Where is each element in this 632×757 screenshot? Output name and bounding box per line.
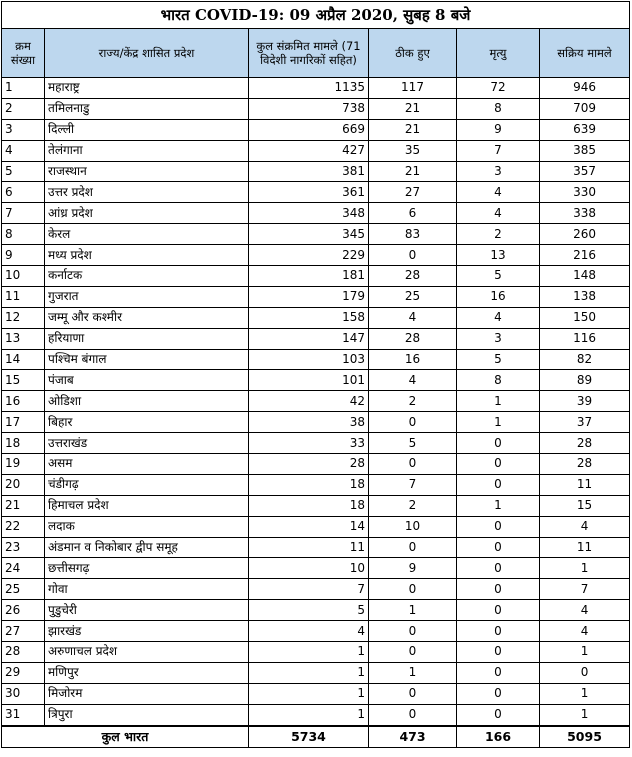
cell-state: पंजाब	[45, 370, 249, 391]
cell-sn: 12	[2, 307, 45, 328]
cell-active: 7	[540, 579, 630, 600]
cell-total: 18	[249, 474, 369, 495]
cell-cured: 0	[369, 245, 457, 266]
cell-cured: 21	[369, 161, 457, 182]
cell-state: कर्नाटक	[45, 266, 249, 287]
cell-deaths: 16	[457, 286, 540, 307]
table-row	[2, 349, 630, 370]
cell-sn: 21	[2, 495, 45, 516]
cell-total: 1	[249, 662, 369, 683]
cell-total: 18	[249, 495, 369, 516]
table-row	[2, 370, 630, 391]
table-row	[2, 140, 630, 161]
cell-state: पुडुचेरी	[45, 600, 249, 621]
cell-state: लदाक	[45, 516, 249, 537]
table-row	[2, 558, 630, 579]
cell-deaths: 0	[457, 454, 540, 475]
cell-state: आंध्र प्रदेश	[45, 203, 249, 224]
cell-sn: 14	[2, 349, 45, 370]
cell-cured: 25	[369, 286, 457, 307]
cell-total: 33	[249, 433, 369, 454]
total-cases: 5734	[249, 726, 369, 748]
cell-sn: 10	[2, 266, 45, 287]
cell-total: 738	[249, 98, 369, 119]
header-row	[2, 29, 630, 78]
header-cured: ठीक हुए	[369, 29, 457, 78]
table-row	[2, 621, 630, 642]
cell-active: 330	[540, 182, 630, 203]
cell-cured: 6	[369, 203, 457, 224]
cell-deaths: 0	[457, 537, 540, 558]
cell-cured: 1	[369, 662, 457, 683]
cell-sn: 25	[2, 579, 45, 600]
cell-cured: 117	[369, 78, 457, 99]
cell-sn: 18	[2, 433, 45, 454]
cell-cured: 16	[369, 349, 457, 370]
cell-sn: 13	[2, 328, 45, 349]
cell-active: 4	[540, 516, 630, 537]
cell-state: तमिलनाडु	[45, 98, 249, 119]
cell-state: गुजरात	[45, 286, 249, 307]
cell-active: 709	[540, 98, 630, 119]
cell-active: 39	[540, 391, 630, 412]
cell-sn: 17	[2, 412, 45, 433]
cell-deaths: 0	[457, 642, 540, 663]
cell-cured: 5	[369, 433, 457, 454]
cell-deaths: 4	[457, 182, 540, 203]
cell-active: 15	[540, 495, 630, 516]
cell-active: 89	[540, 370, 630, 391]
cell-active: 4	[540, 600, 630, 621]
cell-active: 150	[540, 307, 630, 328]
cell-active: 148	[540, 266, 630, 287]
cell-deaths: 0	[457, 433, 540, 454]
cell-active: 260	[540, 224, 630, 245]
cell-cured: 0	[369, 683, 457, 704]
table-row	[2, 391, 630, 412]
cell-sn: 2	[2, 98, 45, 119]
cell-state: छत्तीसगढ़	[45, 558, 249, 579]
cell-cured: 0	[369, 579, 457, 600]
cell-active: 357	[540, 161, 630, 182]
cell-state: मिजोरम	[45, 683, 249, 704]
cell-total: 1	[249, 704, 369, 725]
cell-deaths: 8	[457, 370, 540, 391]
table-row	[2, 286, 630, 307]
cell-cured: 9	[369, 558, 457, 579]
cell-active: 385	[540, 140, 630, 161]
cell-total: 28	[249, 454, 369, 475]
cell-deaths: 4	[457, 203, 540, 224]
table-row	[2, 98, 630, 119]
cell-total: 101	[249, 370, 369, 391]
table-row	[2, 683, 630, 704]
cell-total: 5	[249, 600, 369, 621]
cell-sn: 7	[2, 203, 45, 224]
cell-sn: 20	[2, 474, 45, 495]
cell-total: 4	[249, 621, 369, 642]
total-row	[2, 726, 630, 748]
cell-active: 138	[540, 286, 630, 307]
table-row	[2, 454, 630, 475]
cell-active: 639	[540, 119, 630, 140]
table-row	[2, 662, 630, 683]
cell-deaths: 0	[457, 600, 540, 621]
cell-deaths: 0	[457, 474, 540, 495]
cell-sn: 1	[2, 78, 45, 99]
cell-state: दिल्ली	[45, 119, 249, 140]
cell-cured: 7	[369, 474, 457, 495]
cell-sn: 5	[2, 161, 45, 182]
cell-deaths: 0	[457, 662, 540, 683]
cell-deaths: 0	[457, 704, 540, 725]
cell-state: पश्चिम बंगाल	[45, 349, 249, 370]
cell-total: 427	[249, 140, 369, 161]
cell-cured: 27	[369, 182, 457, 203]
table-body	[2, 78, 630, 726]
table-row	[2, 119, 630, 140]
table-row	[2, 78, 630, 99]
cell-total: 381	[249, 161, 369, 182]
cell-cured: 2	[369, 495, 457, 516]
table-row	[2, 266, 630, 287]
cell-active: 946	[540, 78, 630, 99]
cell-cured: 28	[369, 266, 457, 287]
cell-total: 103	[249, 349, 369, 370]
cell-cured: 2	[369, 391, 457, 412]
covid-table	[1, 1, 630, 748]
cell-active: 37	[540, 412, 630, 433]
cell-sn: 29	[2, 662, 45, 683]
cell-total: 179	[249, 286, 369, 307]
cell-total: 669	[249, 119, 369, 140]
cell-sn: 9	[2, 245, 45, 266]
table-row	[2, 537, 630, 558]
cell-cured: 4	[369, 370, 457, 391]
cell-cured: 35	[369, 140, 457, 161]
cell-sn: 8	[2, 224, 45, 245]
table-row	[2, 433, 630, 454]
cell-total: 1	[249, 683, 369, 704]
cell-deaths: 0	[457, 558, 540, 579]
cell-deaths: 1	[457, 495, 540, 516]
cell-state: उत्तर प्रदेश	[45, 182, 249, 203]
cell-cured: 0	[369, 621, 457, 642]
cell-deaths: 13	[457, 245, 540, 266]
cell-deaths: 3	[457, 161, 540, 182]
cell-deaths: 1	[457, 412, 540, 433]
cell-sn: 15	[2, 370, 45, 391]
cell-state: अरुणाचल प्रदेश	[45, 642, 249, 663]
total-label: कुल भारत	[2, 726, 249, 748]
cell-state: झारखंड	[45, 621, 249, 642]
cell-sn: 19	[2, 454, 45, 475]
table-row	[2, 642, 630, 663]
cell-cured: 0	[369, 704, 457, 725]
table-row	[2, 161, 630, 182]
cell-cured: 4	[369, 307, 457, 328]
cell-deaths: 0	[457, 683, 540, 704]
cell-sn: 22	[2, 516, 45, 537]
cell-sn: 11	[2, 286, 45, 307]
cell-cured: 0	[369, 454, 457, 475]
total-cured: 473	[369, 726, 457, 748]
table-row	[2, 600, 630, 621]
cell-deaths: 8	[457, 98, 540, 119]
cell-sn: 23	[2, 537, 45, 558]
cell-total: 345	[249, 224, 369, 245]
cell-sn: 31	[2, 704, 45, 725]
cell-total: 11	[249, 537, 369, 558]
cell-sn: 28	[2, 642, 45, 663]
cell-sn: 24	[2, 558, 45, 579]
cell-deaths: 0	[457, 579, 540, 600]
cell-active: 1	[540, 642, 630, 663]
table-row	[2, 307, 630, 328]
table-row	[2, 328, 630, 349]
cell-cured: 21	[369, 98, 457, 119]
cell-active: 11	[540, 537, 630, 558]
cell-active: 4	[540, 621, 630, 642]
header-deaths: मृत्यु	[457, 29, 540, 78]
cell-cured: 83	[369, 224, 457, 245]
cell-total: 14	[249, 516, 369, 537]
cell-state: हिमाचल प्रदेश	[45, 495, 249, 516]
cell-cured: 0	[369, 537, 457, 558]
cell-active: 11	[540, 474, 630, 495]
cell-active: 28	[540, 433, 630, 454]
cell-state: बिहार	[45, 412, 249, 433]
cell-deaths: 7	[457, 140, 540, 161]
cell-state: ओडिशा	[45, 391, 249, 412]
cell-state: महाराष्ट्र	[45, 78, 249, 99]
header-sn: क्रम संख्या	[2, 29, 45, 78]
cell-active: 0	[540, 662, 630, 683]
cell-state: मध्य प्रदेश	[45, 245, 249, 266]
cell-total: 10	[249, 558, 369, 579]
cell-state: गोवा	[45, 579, 249, 600]
cell-state: केरल	[45, 224, 249, 245]
table-row	[2, 412, 630, 433]
cell-deaths: 5	[457, 266, 540, 287]
cell-state: मणिपुर	[45, 662, 249, 683]
cell-deaths: 0	[457, 516, 540, 537]
table-row	[2, 704, 630, 725]
cell-sn: 16	[2, 391, 45, 412]
cell-active: 1	[540, 704, 630, 725]
cell-state: अंडमान व निकोबार द्वीप समूह	[45, 537, 249, 558]
table-title: भारत COVID-19: 09 अप्रैल 2020, सुबह 8 बजे	[2, 2, 630, 29]
cell-sn: 27	[2, 621, 45, 642]
cell-total: 361	[249, 182, 369, 203]
cell-cured: 10	[369, 516, 457, 537]
table-row	[2, 516, 630, 537]
total-active: 5095	[540, 726, 630, 748]
table-row	[2, 224, 630, 245]
cell-sn: 4	[2, 140, 45, 161]
cell-total: 1	[249, 642, 369, 663]
cell-active: 82	[540, 349, 630, 370]
cell-state: जम्मू और कश्मीर	[45, 307, 249, 328]
cell-state: असम	[45, 454, 249, 475]
cell-state: हरियाणा	[45, 328, 249, 349]
cell-cured: 0	[369, 642, 457, 663]
header-state: राज्य/केंद्र शासित प्रदेश	[45, 29, 249, 78]
cell-state: तेलंगाना	[45, 140, 249, 161]
cell-deaths: 9	[457, 119, 540, 140]
cell-state: त्रिपुरा	[45, 704, 249, 725]
table-row	[2, 182, 630, 203]
cell-total: 7	[249, 579, 369, 600]
cell-state: राजस्थान	[45, 161, 249, 182]
cell-total: 42	[249, 391, 369, 412]
cell-deaths: 4	[457, 307, 540, 328]
cell-total: 38	[249, 412, 369, 433]
cell-active: 116	[540, 328, 630, 349]
table-row	[2, 495, 630, 516]
table-row	[2, 245, 630, 266]
cell-sn: 3	[2, 119, 45, 140]
cell-total: 1135	[249, 78, 369, 99]
cell-total: 181	[249, 266, 369, 287]
cell-total: 147	[249, 328, 369, 349]
cell-cured: 0	[369, 412, 457, 433]
cell-sn: 30	[2, 683, 45, 704]
title-row	[2, 2, 630, 29]
header-total: कुल संक्रमित मामले (71 विदेशी नागरिकों सहित)	[249, 29, 369, 78]
cell-total: 158	[249, 307, 369, 328]
cell-state: चंडीगढ़	[45, 474, 249, 495]
cell-deaths: 2	[457, 224, 540, 245]
table-row	[2, 474, 630, 495]
cell-state: उत्तराखंड	[45, 433, 249, 454]
cell-deaths: 0	[457, 621, 540, 642]
cell-active: 216	[540, 245, 630, 266]
cell-deaths: 3	[457, 328, 540, 349]
table-row	[2, 579, 630, 600]
cell-total: 348	[249, 203, 369, 224]
cell-deaths: 72	[457, 78, 540, 99]
table-row	[2, 203, 630, 224]
cell-active: 1	[540, 558, 630, 579]
cell-total: 229	[249, 245, 369, 266]
cell-active: 338	[540, 203, 630, 224]
cell-sn: 26	[2, 600, 45, 621]
header-active: सक्रिय मामले	[540, 29, 630, 78]
cell-active: 1	[540, 683, 630, 704]
cell-deaths: 1	[457, 391, 540, 412]
total-deaths: 166	[457, 726, 540, 748]
cell-deaths: 5	[457, 349, 540, 370]
cell-sn: 6	[2, 182, 45, 203]
cell-cured: 1	[369, 600, 457, 621]
cell-active: 28	[540, 454, 630, 475]
cell-cured: 28	[369, 328, 457, 349]
cell-cured: 21	[369, 119, 457, 140]
